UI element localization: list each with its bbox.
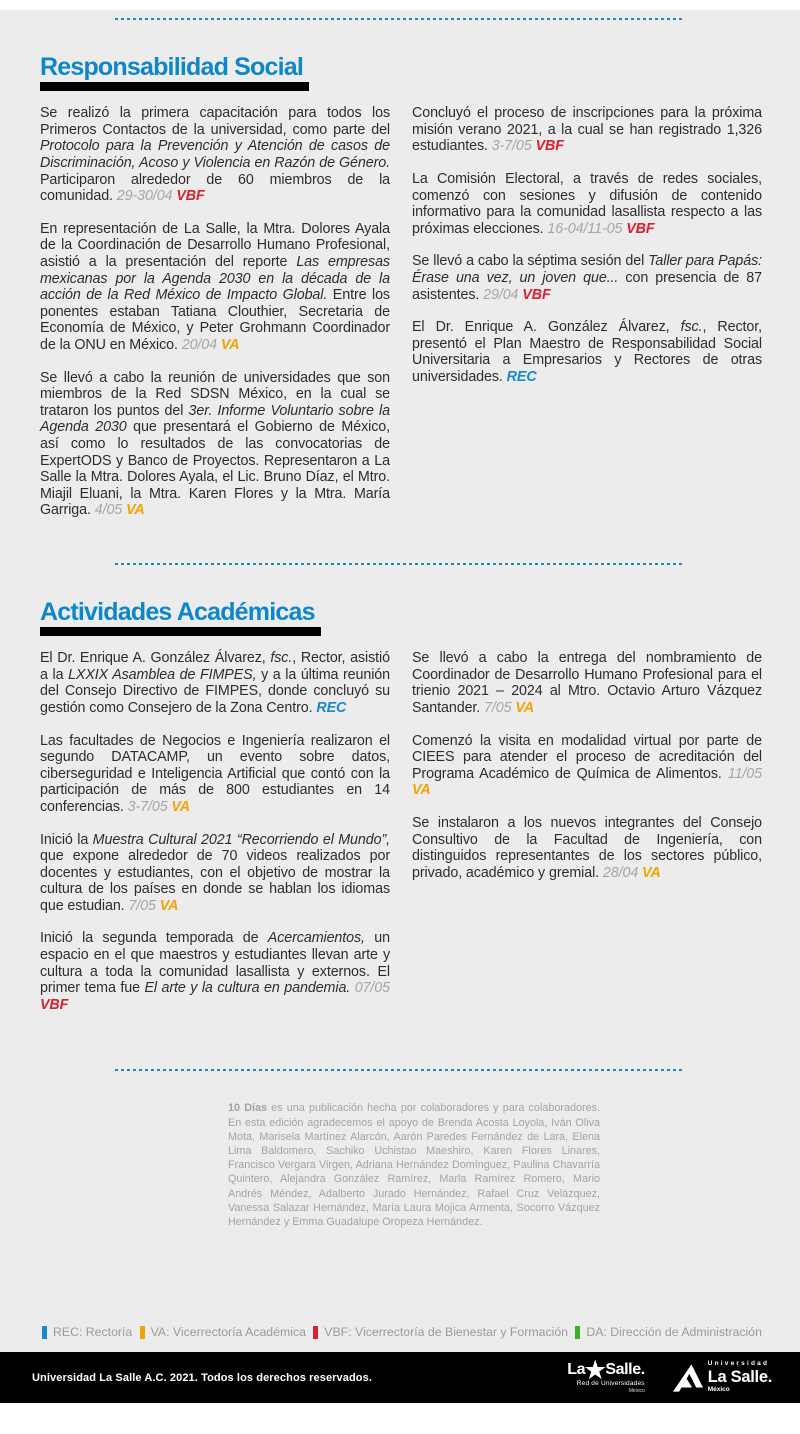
star-icon: ★	[583, 1355, 608, 1386]
italic-text: Acercamientos,	[267, 930, 365, 947]
date-stamp: 16-04/11-05	[547, 220, 627, 237]
section-title-actividades-academicas: Actividades Académicas	[40, 599, 321, 636]
logo-text-universidad: Universidad	[707, 1360, 770, 1368]
lasalle-network-logo	[567, 1355, 645, 1394]
dept-tag: VA	[515, 699, 534, 716]
news-item	[40, 832, 390, 915]
dept-tag: VA	[159, 897, 179, 914]
dept-tag: VA	[642, 864, 661, 881]
logo-subtitle: Red de Universidades	[576, 1380, 645, 1388]
body-text: con presencia de 87 asistentes.	[412, 270, 762, 303]
body-text: Inició la segunda temporada de	[40, 930, 268, 947]
section-title-responsabilidad-social: Responsabilidad Social	[40, 54, 309, 91]
legend-item-va	[140, 1325, 306, 1339]
dept-tag: VA	[412, 782, 431, 799]
date-stamp: 28/04	[602, 864, 643, 881]
legend-color-marker	[42, 1326, 47, 1339]
body-text: Concluyó el proceso de inscripciones para la próxima misión verano 2021, a la cual se han registrado 1,326 estudiantes.	[412, 105, 762, 155]
legend-color-marker	[313, 1326, 318, 1339]
body-text: , Rector, asistió a la	[40, 650, 390, 683]
body-text: Se llevó a cabo la entrega del nombramiento de Coordinador de Desarrollo Humano Profesional para el trienio 2021 – 2024 al Mtro. Octavio Arturo Vázquez Santander.	[412, 650, 762, 716]
italic-text: 3er. Informe Voluntario sobre la Agenda 2030	[40, 402, 390, 436]
body-text: un espacio en el que maestros y estudiantes llevan arte y cultura a toda la comunidad lasallista y externos. El primer tema fue	[40, 930, 390, 997]
body-text: Se llevó a cabo la séptima sesión del	[412, 253, 649, 270]
column-right	[412, 650, 762, 1029]
italic-text: fsc.	[680, 319, 703, 336]
body-text: Participaron alrededor de 60 miembros de la comunidad.	[40, 171, 390, 205]
dept-tag: VBF	[522, 286, 551, 303]
news-item	[40, 370, 390, 519]
legend	[42, 1325, 762, 1339]
logo-country: México	[707, 1386, 730, 1394]
news-item	[40, 650, 390, 716]
legend-color-marker	[140, 1326, 145, 1339]
copyright-text: Universidad La Salle A.C. 2021. Todos los derechos reservados.	[32, 1371, 372, 1384]
date-stamp: 3-7/05	[127, 798, 172, 815]
news-item	[412, 815, 762, 881]
logo-text-la: La	[567, 1361, 586, 1379]
italic-text: LXXIX Asamblea de FIMPES,	[68, 666, 257, 683]
dashed-divider-bottom	[115, 1069, 685, 1071]
logo-country: México	[628, 1387, 645, 1394]
body-text: y a la última reunión del Consejo Directivo de FIMPES, donde concluyó su gestión como Consejero de la Zona Centro.	[40, 666, 390, 716]
logo-text-lasalle: La Salle.	[707, 1367, 772, 1386]
date-stamp: 7/05	[484, 699, 516, 716]
body-text: Las facultades de Negocios e Ingeniería realizaron el segundo DATACAMP, un evento sobre datos, ciberseguridad e Inteligencia Artificial que contó con la participación de más de 800 estudiantes en 14 conferencias.	[40, 732, 390, 815]
body-text: La Comisión Electoral, a través de redes sociales, comenzó con sesiones y difusión de contenido informativo para la comunidad lasallista respecto a las próximas elecciones.	[412, 171, 762, 237]
body-text: Entre los ponentes estaban Tatiana Clouthier, Secretaria de Economía de México, y Peter Grohmann Coordinador de la ONU en México.	[40, 287, 390, 353]
lasalle-university-logo	[673, 1361, 772, 1394]
section-actividades-academicas	[0, 565, 800, 1030]
body-text: Comenzó la visita en modalidad virtual por parte de CIEES para atender el proceso de acreditación del Programa Académico de Química de Alimentos.	[412, 732, 762, 782]
date-stamp: 7/05	[128, 897, 160, 914]
credits-text	[228, 1101, 600, 1229]
date-stamp: 29/04	[483, 286, 523, 303]
date-stamp: 20/04	[181, 336, 221, 353]
news-item	[40, 930, 390, 1013]
body-text: Se llevó a cabo la reunión de universidades que son miembros de la Red SDSN México, en la cual se trataron los puntos del	[40, 369, 390, 419]
body-text: En representación de La Salle, la Mtra. Dolores Ayala de la Coordinación de Desarrollo Humano Profesional, asistió a la presentación del reporte	[40, 220, 390, 270]
news-item	[412, 733, 762, 799]
column-left	[40, 650, 390, 1029]
italic-text: Taller para Papás: Érase una vez, un joven que...	[412, 253, 762, 286]
body-text: que expone alrededor de 70 videos realizados por docentes y estudiantes, con el objetivo de mostrar la cultura de los países en donde se hablan los idiomas que estudian.	[40, 848, 390, 914]
date-stamp: 11/05	[727, 765, 762, 782]
legend-item-rec	[42, 1325, 132, 1339]
news-item	[40, 105, 390, 205]
legend-item-vbf	[313, 1325, 568, 1339]
italic-text: fsc.	[270, 650, 293, 667]
news-item	[40, 221, 390, 354]
body-text: El Dr. Enrique A. González Álvarez,	[40, 650, 271, 667]
legend-label: VA: Vicerrectoría Académica	[150, 1325, 306, 1339]
newsletter-page	[0, 10, 800, 1403]
italic-text: Muestra Cultural 2021 “Recorriendo el Mundo”,	[92, 831, 390, 848]
dept-tag: VBF	[40, 996, 69, 1013]
news-item	[412, 319, 762, 385]
date-stamp: 4/05	[94, 502, 127, 519]
body-text: Se realizó la primera capacitación para todos los Primeros Contactos de la universidad, como parte del	[40, 105, 390, 138]
dept-tag: VBF	[535, 138, 564, 155]
legend-label: REC: Rectoría	[53, 1325, 133, 1339]
news-item	[412, 253, 762, 303]
news-item	[412, 650, 762, 716]
date-stamp: 29-30/04	[116, 188, 177, 205]
footer-logos	[567, 1355, 772, 1394]
body-text: Inició la	[40, 831, 93, 848]
section-responsabilidad-social	[0, 20, 800, 535]
dept-tag: VA	[126, 502, 145, 519]
italic-text: Protocolo para la Prevención y Atención de casos de Discriminación, Acoso y Violencia en Razón de Género.	[40, 138, 390, 172]
body-text: es una publicación hecha por colaboradores y para colaboradores. En esta edición agradecemos el apoyo de Brenda Acosta Loyola, Iván Oliva Mota, Marisela Martínez Alarcón, Aarón Paredes Fernández de Lara, Elena Lima Baldomero, Sachiko Uchistao Maeshiro, Karen Flores Linares, Francisco Vergara Virgen, Adriana Hernández Domínguez, Paulina Chavarría Quintero, Alejandra González Ramírez, Marla Ramírez Romero, Mario Andrés Méndez, Adalberto Jurado Hernández, Rafael Cruz Velázquez, Vanessa Salazar Hernández, María Laura Mojica Armenta, Socorro Vázquez Hernández y Emma Guadalupe Oropeza Hernández.	[228, 1102, 600, 1229]
dept-tag: VA	[220, 336, 240, 353]
date-stamp: 07/05	[354, 980, 390, 997]
column-right	[412, 105, 762, 535]
legend-color-marker	[575, 1326, 580, 1339]
news-item	[412, 105, 762, 155]
lasalle-university-wordmark	[708, 1361, 772, 1394]
italic-text: Las empresas mexicanas por la Agenda 2030 en la década de la acción de la Red México de Impacto Global.	[40, 254, 390, 304]
date-stamp: 3-7/05	[491, 138, 536, 155]
news-item	[40, 733, 390, 816]
lasalle-emblem-icon	[673, 1364, 703, 1392]
legend-label: DA: Dirección de Administración	[586, 1325, 762, 1339]
dept-tag: VBF	[176, 188, 205, 205]
dept-tag: REC	[506, 368, 537, 385]
news-item	[412, 171, 762, 237]
logo-text-salle: Salle.	[605, 1361, 645, 1379]
two-column-layout	[40, 650, 762, 1029]
dept-tag: VBF	[626, 220, 655, 237]
legend-label: VBF: Vicerrectoría de Bienestar y Formación	[324, 1325, 569, 1339]
dept-tag: REC	[316, 699, 347, 716]
footer-bar	[0, 1352, 800, 1403]
body-text: , Rector, presentó el Plan Maestro de Responsabilidad Social Universitaria a Empresarios y Rectores de otras universidades.	[412, 319, 762, 385]
body-text: El Dr. Enrique A. González Álvarez,	[412, 319, 681, 336]
two-column-layout	[40, 105, 762, 535]
bold-text: 10 Días	[228, 1102, 267, 1115]
legend-item-da	[575, 1325, 762, 1339]
body-text: Se instalaron a los nuevos integrantes del Consejo Consultivo de la Facultad de Ingeniería, con distinguidos representantes de los sectores público, privado, académico y gremial.	[412, 814, 762, 881]
column-left	[40, 105, 390, 535]
italic-text: El arte y la cultura en pandemia.	[144, 980, 351, 997]
dept-tag: VA	[171, 798, 191, 815]
body-text: que presentará el Gobierno de México, así como lo resultados de las convocatorias de ExpertODS y Banco de Proyectos. Representaron a La Salle la Mtra. Dolores Ayala, el Lic. Bruno Díaz, el Mtro. Miajil Eluani, la Mtra. Karen Flores y la Mtra. María Garriga.	[40, 419, 390, 519]
